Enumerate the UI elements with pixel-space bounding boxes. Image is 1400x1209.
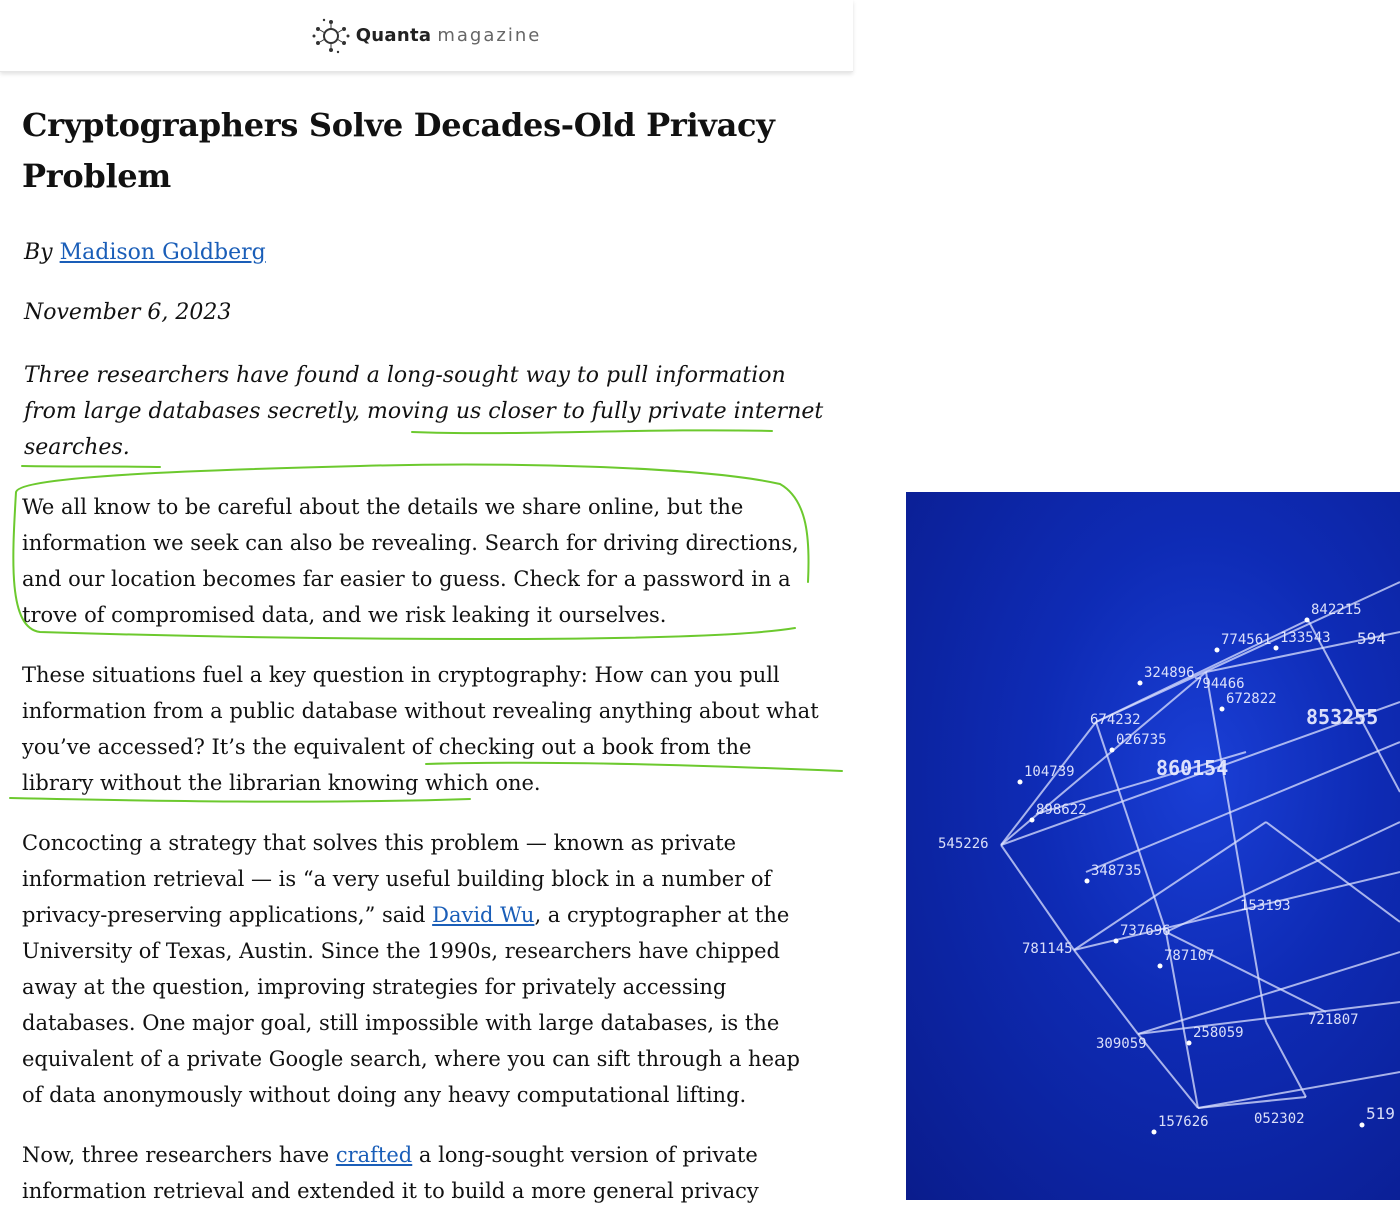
lattice-number: 781145 (1022, 941, 1073, 957)
lattice-node (1110, 748, 1115, 753)
lattice-node (1187, 1041, 1192, 1046)
lattice-number: 794466 (1194, 676, 1245, 692)
lattice-edge (1266, 1022, 1306, 1097)
lattice-number: 052302 (1254, 1111, 1305, 1127)
lattice-number: 672822 (1226, 691, 1277, 707)
lattice-node (1274, 646, 1279, 651)
lattice-edge (1086, 742, 1400, 872)
lattice-node (1305, 618, 1310, 623)
lattice-number: 519 (1366, 1104, 1395, 1123)
lattice-edge (1074, 950, 1138, 1034)
article-title: Cryptographers Solve Decades-Old Privacy Problem (22, 106, 775, 195)
lattice-number: 721807 (1308, 1012, 1359, 1028)
lattice-node (1360, 1123, 1365, 1128)
author-link[interactable]: Madison Goldberg (59, 240, 266, 265)
lattice-node (1152, 1130, 1157, 1135)
hero-image (906, 492, 1400, 1200)
underline-searches (22, 466, 160, 467)
lattice-number: 774561 (1221, 632, 1272, 648)
article-dek: Three researchers have found a long-sought way to pull information from large databases secretly, moving us closer to fully private internet searches. (24, 363, 824, 460)
lattice-number: 737696 (1120, 923, 1171, 939)
lattice-edge (1166, 822, 1400, 932)
lattice-number: 545226 (938, 836, 989, 852)
article (22, 100, 842, 1203)
lattice-number: 133543 (1280, 630, 1331, 646)
lattice-number: 026735 (1116, 732, 1167, 748)
lattice-number: 842215 (1311, 602, 1362, 618)
lattice-number: 157626 (1158, 1114, 1209, 1130)
paragraph-2: These situations fuel a key question in cryptography: How can you pull information from a public database without revealing anything about what you’ve accessed? It’s the equivalent of checking out a book from the library without the librarian knowing which one. (22, 663, 819, 795)
byline (24, 240, 266, 265)
lattice-node (1158, 964, 1163, 969)
publish-date: November 6, 2023 (24, 300, 232, 325)
lattice-illustration (906, 492, 1400, 1200)
lattice-edge (1206, 672, 1266, 1022)
lattice-number: 853255 (1306, 705, 1379, 729)
lattice-edge (1096, 722, 1166, 932)
lattice-node (1138, 681, 1143, 686)
david-wu-link[interactable]: David Wu (432, 903, 535, 927)
site-header (0, 0, 853, 72)
crafted-link[interactable]: crafted (335, 1143, 413, 1167)
paragraph-3-text-a: Concocting a strategy that solves this problem — known as private information retrieval — is “a very useful building block in a number of privacy-preserving applications,” said (22, 831, 772, 927)
lattice-number: 594 (1357, 629, 1386, 648)
lattice-node (1220, 707, 1225, 712)
paragraph-3-text-b: , a cryptographer at the University of Texas, Austin. Since the 1990s, researchers have chipped away at the question, improving strategies for privately accessing databases. One major goal, still impossible with large databases, is the equivalent of a private Google search, where you can sift through a heap of data anonymously without doing any heavy computational lifting. (22, 903, 800, 1107)
lattice-node (1030, 818, 1035, 823)
byline-prefix: By (24, 240, 53, 265)
lattice-edge (1001, 722, 1096, 845)
lattice-number: 348735 (1091, 863, 1142, 879)
paragraph-4-text-a: Now, three researchers have (22, 1143, 336, 1167)
lattice-edge (1198, 1072, 1400, 1108)
lattice-node (1114, 939, 1119, 944)
paragraph-4 (22, 1137, 822, 1209)
lattice-number: 104739 (1024, 764, 1075, 780)
logo-brand-text: Quanta (355, 25, 432, 46)
lattice-node (1085, 879, 1090, 884)
lattice-number: 324896 (1144, 665, 1195, 681)
lattice-number: 153193 (1240, 898, 1291, 914)
lattice-number: 258059 (1193, 1025, 1244, 1041)
paragraph-4-text-b: a long-sought version of private information retrieval and extended it to build a more general privacy (22, 1143, 759, 1203)
logo-suffix-text: magazine (437, 25, 542, 46)
lattice-number: 860154 (1156, 756, 1229, 780)
quanta-logo-icon (312, 18, 350, 54)
lattice-node (1215, 648, 1220, 653)
lattice-number: 674232 (1090, 712, 1141, 728)
lattice-number: 787107 (1164, 948, 1215, 964)
lattice-number: 309059 (1096, 1036, 1147, 1052)
paragraph-3 (22, 825, 822, 1113)
lattice-node (1018, 780, 1023, 785)
paragraph-1: We all know to be careful about the details we share online, but the information we seek can also be revealing. Search for driving directions, and our location becomes far easier to guess. Check for a password in a trove of compromised data, and we risk leaking it ourselves. (22, 495, 799, 627)
lattice-number: 898622 (1036, 802, 1087, 818)
lattice-edge (1001, 845, 1074, 950)
site-logo[interactable] (312, 18, 542, 54)
